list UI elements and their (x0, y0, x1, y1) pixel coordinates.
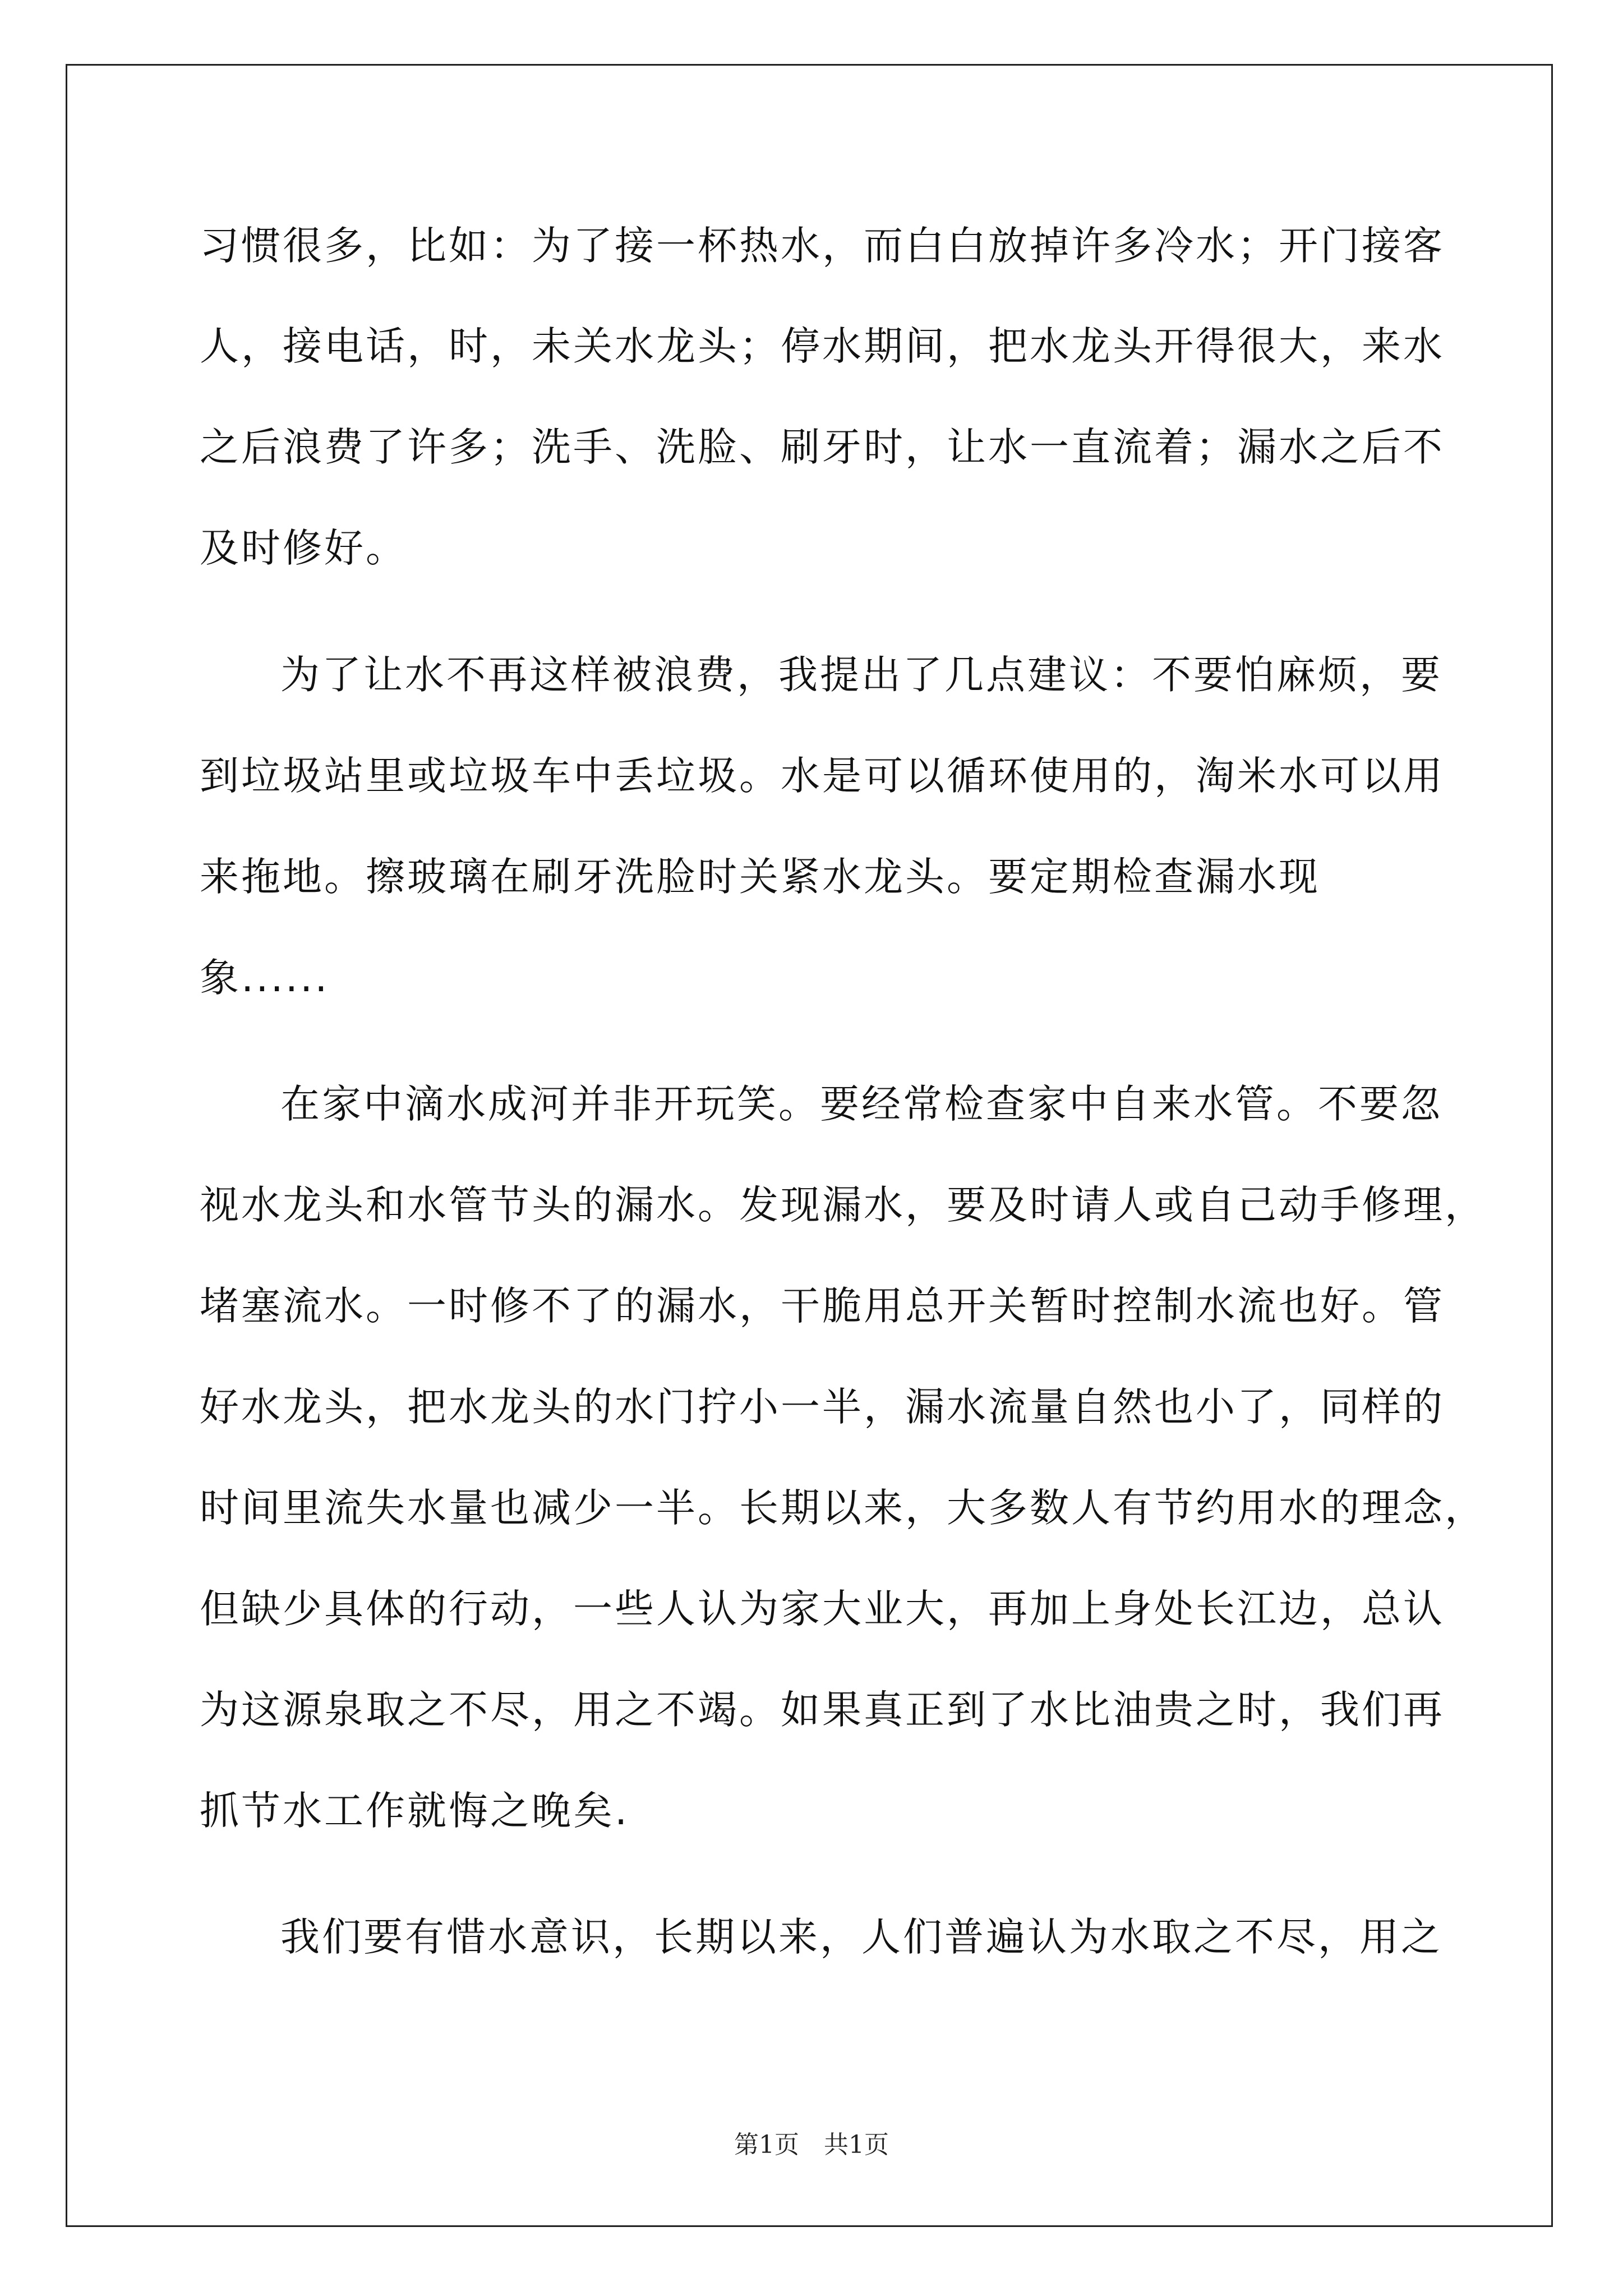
text-line: 好水龙头，把水龙头的水门拧小一半，漏水流量自然也小了，同样的 (200, 1384, 1445, 1430)
page-number-footer: 第1页 共1页 (734, 2131, 889, 2159)
paragraph-start-line: 在家中滴水成河并非开玩笑。要经常检查家中自来水管。不要忽 (280, 1081, 1442, 1127)
text-line: 视水龙头和水管节头的漏水。发现漏水，要及时请人或自己动手修理， (200, 1182, 1486, 1228)
text-line: 象...... (200, 955, 330, 1001)
text-line: 堵塞流水。一时修不了的漏水，干脆用总开关暂时控制水流也好。管 (200, 1283, 1445, 1329)
paragraph-start-line: 我们要有惜水意识，长期以来，人们普遍认为水取之不尽，用之 (280, 1914, 1442, 1960)
text-line: 到垃圾站里或垃圾车中丢垃圾。水是可以循环使用的，淘米水可以用 (200, 753, 1445, 799)
paragraph-start-line: 为了让水不再这样被浪费，我提出了几点建议：不要怕麻烦，要 (280, 652, 1442, 698)
text-line: 来拖地。擦玻璃在刷牙洗脸时关紧水龙头。要定期检查漏水现 (200, 854, 1320, 900)
page-border (66, 64, 1553, 2227)
text-line: 抓节水工作就悔之晚矣. (200, 1788, 630, 1834)
text-line: 为这源泉取之不尽，用之不竭。如果真正到了水比油贵之时，我们再 (200, 1687, 1445, 1733)
text-line: 及时修好。 (200, 525, 407, 571)
text-line: 但缺少具体的行动，一些人认为家大业大，再加上身处长江边，总认 (200, 1586, 1445, 1632)
text-line: 时间里流失水量也减少一半。长期以来，大多数人有节约用水的理念， (200, 1485, 1486, 1531)
text-line: 人，接电话，时，未关水龙头；停水期间，把水龙头开得很大，来水 (200, 323, 1445, 369)
text-line: 之后浪费了许多；洗手、洗脸、刷牙时，让水一直流着；漏水之后不 (200, 424, 1445, 470)
text-line: 习惯很多，比如：为了接一杯热水，而白白放掉许多冷水；开门接客 (200, 223, 1445, 269)
